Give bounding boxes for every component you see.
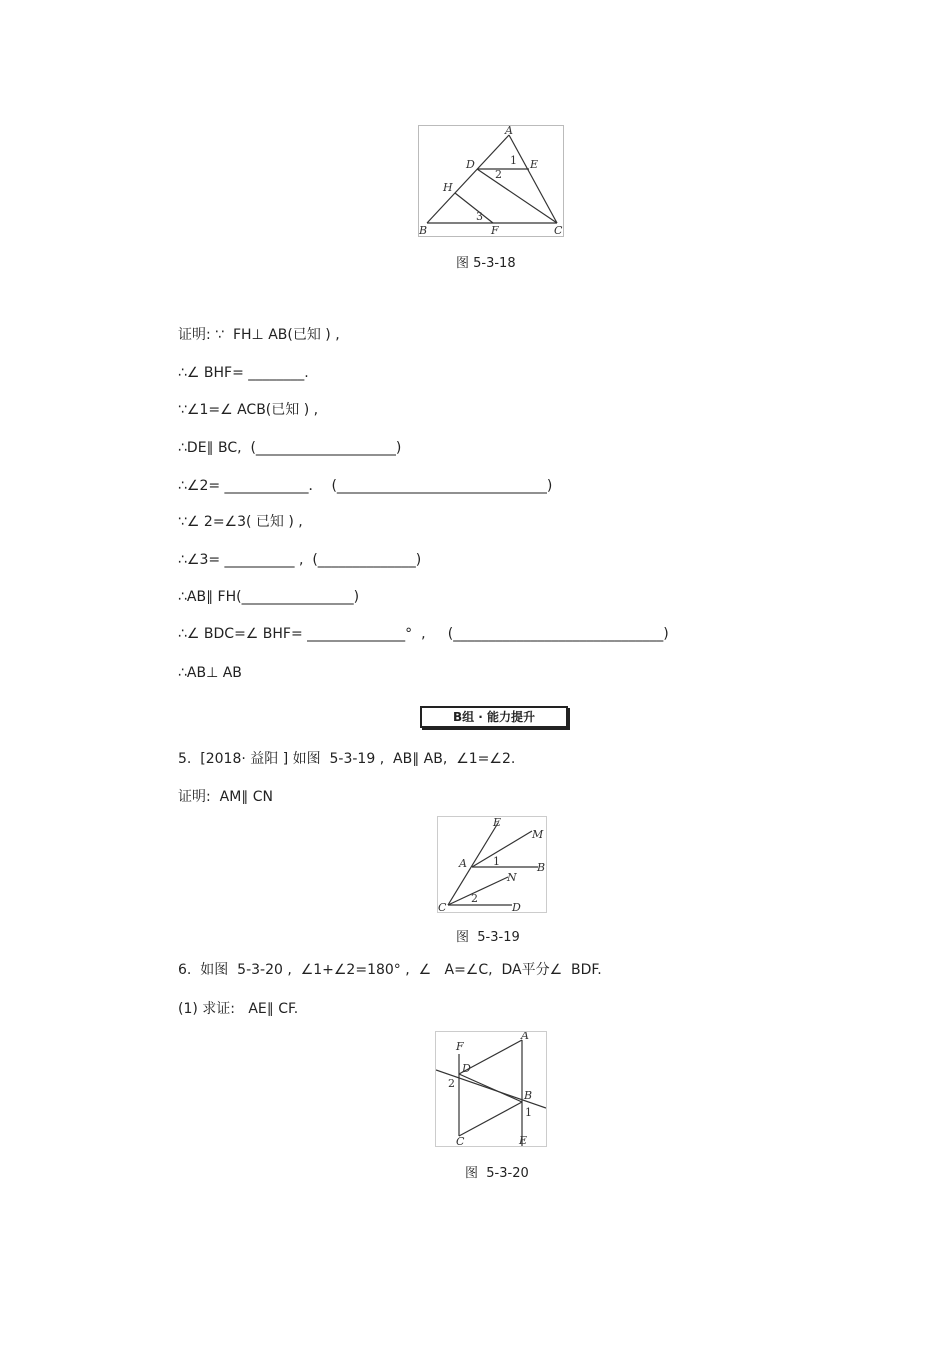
label-c: C [554,224,563,236]
proof-line-9: ∴∠ BDC=∠ BHF= ______________° , (______________________________) [178,626,669,642]
label-f: F [456,1040,464,1053]
angle-2-label: 2 [471,892,478,905]
angle-diagram [438,817,546,912]
label-b: B [524,1089,533,1102]
proof-line-2: ∴∠ BHF= ________. [178,365,309,381]
label-n: N [507,871,517,884]
segment-cb [459,1102,522,1136]
proof-line-6: ∵∠ 2=∠3( 已知 ) , [178,514,303,530]
angle-1-label: 1 [525,1106,532,1119]
label-a: A [521,1032,529,1042]
figure-caption-5-3-19: 图 5-3-19 [456,930,520,945]
proof-line-10: ∴AB⊥ AB [178,665,242,681]
angle-2-label: 2 [495,168,502,181]
section-banner [420,706,568,728]
angle-3-label: 3 [476,210,483,223]
segment-hf [455,193,493,223]
segment-dc [477,169,557,223]
label-d: D [462,1062,471,1075]
segment-db [459,1074,522,1102]
proof-line-7: ∴∠3= __________ , (______________) [178,552,422,568]
proof-line-8: ∴AB∥ FH(________________) [178,589,360,605]
ray-am [472,831,532,867]
triangle-diagram [419,126,563,236]
label-c: C [456,1135,465,1146]
question-5-text: 5. [2018· 益阳 ] 如图 5-3-19 , AB∥ AB, ∠1=∠2. [178,751,516,767]
label-c: C [438,901,447,912]
question-6-part-1: (1) 求证: AE∥ CF. [178,1001,299,1017]
label-e: E [493,817,502,829]
question-5-proof: 证明: AM∥ CN [178,789,273,805]
section-banner-label: B组 · 能力提升 [452,710,536,724]
label-e: E [530,158,539,171]
label-d: D [512,901,521,912]
question-6-text: 6. 如图 5-3-20 , ∠1+∠2=180° , ∠ A=∠C, DA平分∠ BDF. [178,962,602,978]
label-a: A [505,126,513,137]
proof-line-3: ∵∠1=∠ ACB(已知 ) , [178,402,319,418]
label-m: M [532,828,544,841]
angle-2-label: 2 [448,1077,455,1090]
proof-line-4: ∴DE∥ BC, (____________________) [178,440,402,456]
parallel-lines-diagram [436,1032,546,1146]
label-b: B [419,224,428,236]
label-d: D [466,158,475,171]
figure-5-3-20 [435,1031,547,1147]
angle-1-label: 1 [510,154,517,167]
proof-line-5: ∴∠2= ____________． (______________________________) [178,478,553,494]
segment-ac [509,135,557,223]
label-a: A [459,857,467,870]
proof-line-1: 证明: ∵ FH⊥ AB(已知 ) , [178,327,340,343]
label-b: B [537,861,546,874]
label-h: H [443,181,453,194]
figure-caption-5-3-20: 图 5-3-20 [465,1166,529,1181]
label-e: E [519,1134,528,1146]
figure-5-3-19 [437,816,547,913]
figure-5-3-18 [418,125,564,237]
angle-1-label: 1 [493,855,500,868]
label-f: F [491,224,499,236]
figure-caption-5-3-18: 图 5-3-18 [456,256,516,271]
